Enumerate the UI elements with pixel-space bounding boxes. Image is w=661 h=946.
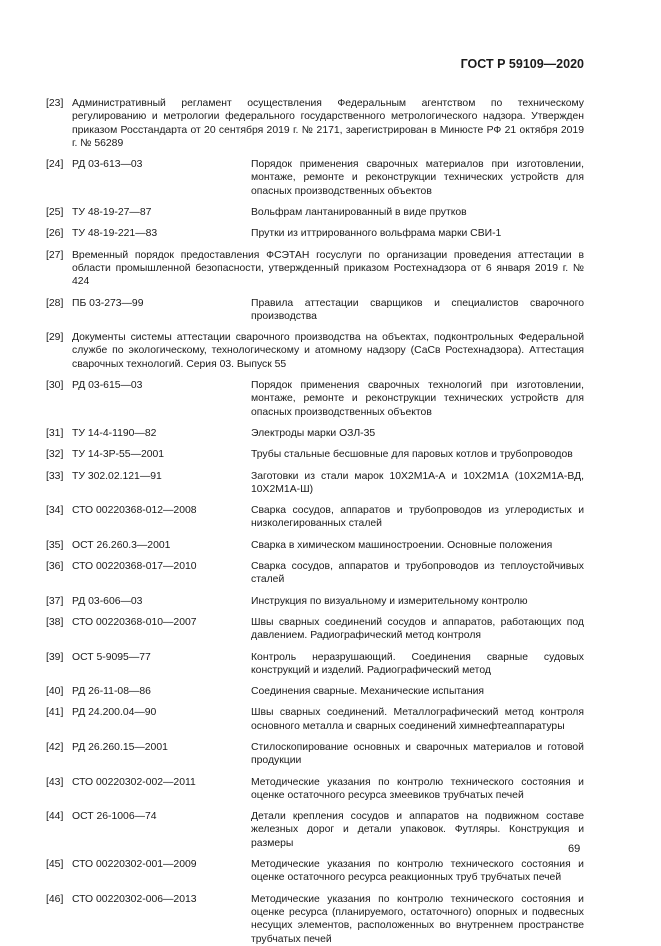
- reference-number: [28]: [46, 297, 64, 309]
- document-header: ГОСТ Р 59109—2020: [460, 57, 584, 71]
- reference-item: [46, 379, 584, 419]
- reference-item: [46, 685, 584, 698]
- reference-text: Трубы стальные бесшовные для паровых котлов и трубопроводов: [251, 449, 573, 461]
- reference-number: [32]: [46, 449, 64, 461]
- reference-item: [46, 539, 584, 552]
- reference-code: СТО 00220368-010—2007: [72, 616, 197, 628]
- reference-item: [46, 470, 584, 497]
- reference-text: Порядок применения сварочных технологий при изготовлении, монтаже, ремонте и реконструкции технических устройств для опасных производственных объектов: [251, 380, 584, 418]
- reference-number: [40]: [46, 686, 64, 698]
- reference-text: Сварка сосудов, аппаратов и трубопроводов из углеродистых и низколегированных сталей: [251, 505, 584, 530]
- reference-number: [30]: [46, 380, 64, 392]
- reference-number: [34]: [46, 505, 64, 517]
- reference-number: [35]: [46, 539, 64, 551]
- reference-text: Сварка в химическом машиностроении. Основные положения: [251, 539, 553, 551]
- reference-item: [46, 448, 584, 461]
- reference-item: [46, 810, 584, 850]
- reference-item: [46, 504, 584, 531]
- reference-item: [46, 595, 584, 608]
- reference-text: Прутки из иттрированного вольфрама марки СВИ-1: [251, 228, 502, 240]
- reference-code: РД 03-606—03: [72, 595, 143, 607]
- reference-number: [44]: [46, 811, 64, 823]
- reference-code: СТО 00220368-017—2010: [72, 561, 197, 573]
- reference-item: [46, 858, 584, 885]
- reference-number: [38]: [46, 616, 64, 628]
- reference-text: Методические указания по контролю технического состояния и оценке ресурса (планируемого, остаточного) опорных и подвесных несущих элементов, расположенных во внутреннем пространстве трубчатых печей: [251, 893, 584, 945]
- reference-item: [46, 427, 584, 440]
- reference-code: ТУ 48-19-221—83: [72, 228, 158, 240]
- reference-number: [36]: [46, 561, 64, 573]
- reference-code: РД 03-615—03: [72, 380, 143, 392]
- reference-text: Соединения сварные. Механические испытания: [251, 686, 484, 698]
- reference-code: СТО 00220368-012—2008: [72, 505, 197, 517]
- reference-text: Административный регламент осуществления Федеральным агентством по техническому регулированию и метрологии федерального государственного метрологического надзора. Утвержден приказом Росстандарта от 20 сентября 2019 г. № 2171, зарегистрирован в Минюсте РФ 21 октября 2019 г. № 56289: [72, 98, 584, 149]
- reference-item: [46, 776, 584, 803]
- reference-code: ПБ 03-273—99: [72, 297, 144, 309]
- reference-text: Швы сварных соединений сосудов и аппаратов, работающих под давлением. Радиографический метод контроля: [251, 616, 584, 642]
- reference-code: ОСТ 26-1006—74: [72, 811, 157, 823]
- reference-code: ОСТ 5-9095—77: [72, 651, 151, 663]
- reference-text: Правила аттестации сварщиков и специалистов сварочного производства: [251, 297, 584, 322]
- reference-text: Методические указания по контролю технического состояния и оценке остаточного ресурса змеевиков трубчатых печей: [251, 776, 584, 801]
- reference-text: Временный порядок предоставления ФСЭТАН госуслуги по организации проведения аттестации в области промышленной безопасности, утвержденный приказом Ростехнадзора от 6 января 2019 г. № 424: [72, 249, 584, 288]
- reference-code: РД 26.260.15—2001: [72, 741, 168, 753]
- reference-list: [46, 97, 584, 946]
- reference-text: Документы системы аттестации сварочного производства на объектах, подконтрольных Федеральной службе по экологическому, технологическому и атомному надзору (СаСв Ростехнадзора). Аттестация сварочных технологий. Серия 03. Выпуск 55: [72, 332, 584, 370]
- reference-item: [46, 706, 584, 733]
- reference-text: Методические указания по контролю технического состояния и оценке остаточного ресурса реакционных труб трубчатых печей: [251, 859, 584, 884]
- reference-number: [42]: [46, 741, 64, 753]
- reference-code: ТУ 302.02.121—91: [72, 470, 162, 482]
- reference-code: РД 24.200.04—90: [72, 707, 157, 719]
- reference-item: [46, 158, 584, 198]
- reference-number: [29]: [46, 332, 64, 344]
- reference-number: [43]: [46, 776, 64, 788]
- reference-code: РД 03-613—03: [72, 159, 143, 171]
- reference-number: [24]: [46, 159, 64, 171]
- reference-text: Заготовки из стали марок 10Х2М1А-А и 10Х2М1А (10Х2М1А-ВД, 10Х2М1А-Ш): [251, 470, 584, 495]
- reference-code: СТО 00220302-002—2011: [72, 776, 196, 788]
- reference-code: СТО 00220302-006—2013: [72, 893, 197, 905]
- page-number: 69: [568, 843, 581, 855]
- reference-number: [37]: [46, 595, 64, 607]
- reference-number: [26]: [46, 228, 64, 240]
- reference-item: [46, 741, 584, 768]
- reference-item: [46, 97, 584, 150]
- reference-text: Порядок применения сварочных материалов при изготовлении, монтаже, ремонте и реконструкции технических устройств для опасных производственных объектов: [251, 159, 584, 197]
- reference-item: [46, 560, 584, 587]
- reference-number: [31]: [46, 427, 64, 439]
- reference-text: Контроль неразрушающий. Соединения сварные судовых конструкций и изделий. Радиографический метод: [251, 651, 584, 676]
- reference-code: РД 26-11-08—86: [72, 686, 151, 698]
- reference-text: Электроды марки ОЗЛ-35: [251, 427, 376, 439]
- reference-item: [46, 297, 584, 324]
- reference-item: [46, 227, 584, 240]
- reference-item: [46, 249, 584, 289]
- reference-text: Стилоскопирование основных и сварочных материалов и готовой продукции: [251, 741, 584, 767]
- reference-code: СТО 00220302-001—2009: [72, 859, 197, 871]
- reference-number: [33]: [46, 470, 64, 482]
- reference-text: Вольфрам лантанированный в виде прутков: [251, 207, 467, 219]
- reference-number: [45]: [46, 859, 64, 871]
- reference-code: ТУ 14-4-1190—82: [72, 427, 157, 439]
- reference-number: [39]: [46, 651, 64, 663]
- reference-number: [41]: [46, 707, 64, 719]
- reference-item: [46, 206, 584, 219]
- reference-text: Детали крепления сосудов и аппаратов на подвижном составе железных дорог и детали упаковок. Футляры. Конструкция и размеры: [251, 811, 584, 849]
- reference-item: [46, 331, 584, 371]
- reference-item: [46, 651, 584, 678]
- reference-number: [27]: [46, 249, 64, 261]
- reference-code: ОСТ 26.260.3—2001: [72, 539, 171, 551]
- reference-code: ТУ 14-3Р-55—2001: [72, 449, 165, 461]
- reference-number: [46]: [46, 893, 64, 905]
- reference-item: [46, 893, 584, 946]
- reference-text: Сварка сосудов, аппаратов и трубопроводов из теплоустойчивых сталей: [251, 561, 584, 586]
- reference-code: ТУ 48-19-27—87: [72, 207, 152, 219]
- reference-number: [25]: [46, 207, 64, 219]
- reference-text: Швы сварных соединений. Металлографический метод контроля основного металла и сварных соединений химнефтеаппаратуры: [251, 707, 584, 732]
- reference-item: [46, 616, 584, 643]
- reference-text: Инструкция по визуальному и измерительному контролю: [251, 595, 528, 607]
- reference-number: [23]: [46, 98, 64, 109]
